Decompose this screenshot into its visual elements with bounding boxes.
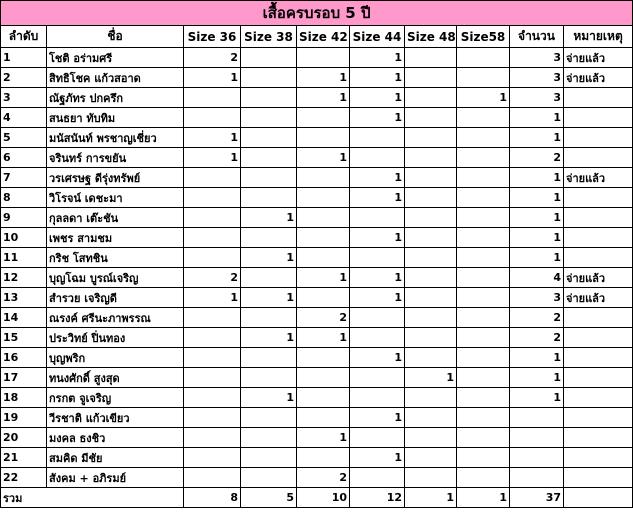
cell-qty[interactable]: 3 [510,288,564,308]
table-row [1,428,633,448]
cell-size58[interactable] [457,48,510,68]
cell-no[interactable]: 13 [1,288,47,308]
table-row [1,368,633,388]
cell-size42[interactable] [297,388,350,408]
cell-size44[interactable]: 1 [350,108,405,128]
cell-size36[interactable]: 1 [184,68,241,88]
cell-size36[interactable] [184,408,241,428]
cell-size58[interactable] [457,468,510,488]
cell-size42[interactable] [297,368,350,388]
cell-size42[interactable] [297,408,350,428]
cell-no[interactable]: 7 [1,168,47,188]
cell-name[interactable]: มนัสนันท์ พรชาญเชี่ยว [47,128,184,148]
total-size44[interactable]: 12 [350,488,405,508]
total-size36[interactable]: 8 [184,488,241,508]
header-cell-name[interactable]: ชื่อ [47,26,184,48]
cell-size48[interactable] [405,108,457,128]
cell-qty[interactable]: 1 [510,108,564,128]
cell-qty[interactable]: 3 [510,48,564,68]
cell-name[interactable]: เพชร สามชม [47,228,184,248]
cell-size42[interactable] [297,48,350,68]
cell-no[interactable]: 8 [1,188,47,208]
cell-size58[interactable] [457,408,510,428]
cell-size44[interactable] [350,328,405,348]
cell-size42[interactable]: 1 [297,88,350,108]
cell-qty[interactable] [510,428,564,448]
cell-size42[interactable]: 1 [297,428,350,448]
cell-size38[interactable] [241,408,297,428]
total-note[interactable] [564,488,633,508]
cell-no[interactable]: 3 [1,88,47,108]
header-cell-size36[interactable]: Size 36 [184,26,241,48]
cell-name[interactable]: บุญโฉม บูรณ์เจริญ [47,268,184,288]
table-row [1,228,633,248]
cell-size36[interactable] [184,448,241,468]
cell-name[interactable]: ณรงค์ ศรีนะภาพรรณ [47,308,184,328]
cell-size48[interactable] [405,208,457,228]
cell-note[interactable] [564,328,633,348]
cell-size36[interactable]: 1 [184,288,241,308]
cell-size58[interactable] [457,448,510,468]
cell-size36[interactable] [184,328,241,348]
cell-name[interactable]: สังคม + อภิรมย์ [47,468,184,488]
table-row [1,388,633,408]
cell-name[interactable]: กรกต จูเจริญ [47,388,184,408]
cell-size42[interactable] [297,248,350,268]
cell-size38[interactable] [241,448,297,468]
cell-size36[interactable]: 1 [184,148,241,168]
cell-size58[interactable]: 1 [457,88,510,108]
cell-qty[interactable]: 2 [510,328,564,348]
cell-size38[interactable] [241,168,297,188]
table-row [1,288,633,308]
cell-size44[interactable] [350,368,405,388]
cell-qty[interactable]: 3 [510,88,564,108]
cell-size44[interactable]: 1 [350,348,405,368]
cell-size58[interactable] [457,208,510,228]
cell-size42[interactable] [297,188,350,208]
cell-qty[interactable]: 1 [510,168,564,188]
cell-size44[interactable] [350,388,405,408]
cell-size42[interactable] [297,208,350,228]
table-row [1,188,633,208]
cell-size48[interactable] [405,288,457,308]
cell-size48[interactable] [405,168,457,188]
table-row [1,308,633,328]
cell-size48[interactable] [405,328,457,348]
cell-size42[interactable]: 2 [297,468,350,488]
table-row [1,208,633,228]
cell-name[interactable]: สนธยา ทับทิม [47,108,184,128]
cell-size58[interactable] [457,68,510,88]
table-row [1,128,633,148]
cell-size48[interactable] [405,448,457,468]
cell-size58[interactable] [457,288,510,308]
total-size38[interactable]: 5 [241,488,297,508]
cell-no[interactable]: 6 [1,148,47,168]
cell-size48[interactable] [405,88,457,108]
header-cell-size58[interactable]: Size58 [457,26,510,48]
cell-note[interactable]: จ่ายแล้ว [564,48,633,68]
header-cell-size38[interactable]: Size 38 [241,26,297,48]
cell-no[interactable]: 18 [1,388,47,408]
cell-size48[interactable] [405,228,457,248]
cell-note[interactable]: จ่ายแล้ว [564,168,633,188]
cell-qty[interactable]: 2 [510,308,564,328]
cell-qty[interactable]: 1 [510,388,564,408]
cell-size48[interactable] [405,48,457,68]
cell-no[interactable]: 9 [1,208,47,228]
table-row [1,88,633,108]
cell-size44[interactable] [350,428,405,448]
cell-size36[interactable] [184,108,241,128]
cell-size44[interactable]: 1 [350,188,405,208]
cell-note[interactable] [564,368,633,388]
cell-size38[interactable] [241,428,297,448]
cell-size44[interactable]: 1 [350,168,405,188]
cell-name[interactable]: วิโรจน์ เดชะมา [47,188,184,208]
cell-qty[interactable]: 4 [510,268,564,288]
cell-no[interactable]: 1 [1,48,47,68]
cell-size36[interactable] [184,228,241,248]
header-cell-size44[interactable]: Size 44 [350,26,405,48]
cell-size44[interactable]: 1 [350,48,405,68]
cell-name[interactable]: วรเศรษฐ ดีรุ่งทรัพย์ [47,168,184,188]
cell-size38[interactable] [241,148,297,168]
cell-size44[interactable] [350,148,405,168]
cell-size44[interactable] [350,208,405,228]
cell-size38[interactable] [241,88,297,108]
header-cell-size42[interactable]: Size 42 [297,26,350,48]
cell-size48[interactable] [405,308,457,328]
cell-no[interactable]: 21 [1,448,47,468]
cell-size58[interactable] [457,228,510,248]
header-row [1,26,633,48]
cell-size48[interactable] [405,468,457,488]
cell-size38[interactable] [241,188,297,208]
cell-size38[interactable]: 1 [241,248,297,268]
cell-size44[interactable] [350,308,405,328]
cell-size38[interactable] [241,348,297,368]
cell-no[interactable]: 19 [1,408,47,428]
total-qty[interactable]: 37 [510,488,564,508]
cell-size48[interactable] [405,68,457,88]
cell-name[interactable]: มงคล ธงชิว [47,428,184,448]
cell-note[interactable] [564,388,633,408]
table-row [1,408,633,428]
total-size48[interactable]: 1 [405,488,457,508]
cell-note[interactable] [564,428,633,448]
cell-qty[interactable] [510,448,564,468]
cell-note[interactable] [564,228,633,248]
cell-name[interactable]: กริช โสทชิน [47,248,184,268]
cell-size44[interactable]: 1 [350,268,405,288]
table-row [1,68,633,88]
cell-size38[interactable] [241,128,297,148]
cell-size36[interactable] [184,188,241,208]
cell-size58[interactable] [457,428,510,448]
cell-size44[interactable] [350,128,405,148]
cell-no[interactable]: 17 [1,368,47,388]
cell-name[interactable]: จรินทร์ การขยัน [47,148,184,168]
cell-size48[interactable]: 1 [405,368,457,388]
cell-qty[interactable]: 1 [510,188,564,208]
cell-name[interactable]: สิทธิโชค แก้วสอาด [47,68,184,88]
cell-qty[interactable] [510,408,564,428]
cell-note[interactable] [564,308,633,328]
title-row [1,1,633,26]
cell-note[interactable] [564,348,633,368]
cell-size58[interactable] [457,128,510,148]
cell-size38[interactable] [241,468,297,488]
header-cell-qty[interactable]: จำนวน [510,26,564,48]
cell-size38[interactable] [241,228,297,248]
cell-size48[interactable] [405,268,457,288]
cell-name[interactable]: บุญพริก [47,348,184,368]
total-label[interactable]: รวม [1,488,184,508]
table-row [1,168,633,188]
cell-no[interactable]: 14 [1,308,47,328]
cell-size44[interactable]: 1 [350,68,405,88]
cell-size36[interactable] [184,388,241,408]
cell-size42[interactable] [297,288,350,308]
cell-size58[interactable] [457,388,510,408]
cell-size38[interactable]: 1 [241,288,297,308]
cell-size48[interactable] [405,428,457,448]
cell-qty[interactable]: 1 [510,248,564,268]
cell-size36[interactable]: 2 [184,268,241,288]
cell-size42[interactable]: 1 [297,328,350,348]
cell-qty[interactable]: 1 [510,128,564,148]
cell-size42[interactable] [297,228,350,248]
cell-name[interactable]: ณัฐภัทร ปกครึก [47,88,184,108]
cell-size48[interactable] [405,348,457,368]
cell-no[interactable]: 11 [1,248,47,268]
cell-size42[interactable] [297,128,350,148]
cell-size58[interactable] [457,368,510,388]
cell-name[interactable]: สำรวย เจริญดี [47,288,184,308]
cell-size38[interactable]: 1 [241,208,297,228]
cell-size38[interactable] [241,268,297,288]
table-row [1,328,633,348]
header-cell-no[interactable]: ลำดับ [1,26,47,48]
cell-size44[interactable] [350,248,405,268]
header-cell-note[interactable]: หมายเหตุ [564,26,633,48]
cell-size44[interactable]: 1 [350,228,405,248]
cell-qty[interactable]: 1 [510,348,564,368]
cell-size48[interactable] [405,128,457,148]
cell-note[interactable] [564,128,633,148]
cell-note[interactable]: จ่ายแล้ว [564,68,633,88]
cell-no[interactable]: 15 [1,328,47,348]
cell-note[interactable] [564,408,633,428]
cell-no[interactable]: 16 [1,348,47,368]
cell-no[interactable]: 20 [1,428,47,448]
cell-size44[interactable]: 1 [350,88,405,108]
table-row [1,248,633,268]
cell-note[interactable] [564,148,633,168]
cell-size38[interactable] [241,308,297,328]
cell-size36[interactable] [184,248,241,268]
cell-no[interactable]: 10 [1,228,47,248]
cell-size38[interactable] [241,108,297,128]
cell-size58[interactable] [457,268,510,288]
cell-size44[interactable] [350,468,405,488]
cell-size38[interactable]: 1 [241,328,297,348]
cell-qty[interactable]: 2 [510,148,564,168]
header-cell-size48[interactable]: Size 48 [405,26,457,48]
total-size42[interactable]: 10 [297,488,350,508]
cell-size58[interactable] [457,308,510,328]
cell-size38[interactable] [241,368,297,388]
cell-size44[interactable]: 1 [350,408,405,428]
cell-note[interactable] [564,248,633,268]
table-row [1,448,633,468]
cell-qty[interactable]: 1 [510,368,564,388]
cell-name[interactable]: ประวิทย์ ปิ่นทอง [47,328,184,348]
cell-name[interactable]: กุลลดา เต๊ะชัน [47,208,184,228]
cell-size36[interactable] [184,168,241,188]
cell-size38[interactable] [241,68,297,88]
table-row [1,348,633,368]
cell-qty[interactable]: 1 [510,208,564,228]
cell-note[interactable]: จ่ายแล้ว [564,268,633,288]
cell-size58[interactable] [457,108,510,128]
cell-qty[interactable] [510,468,564,488]
cell-size48[interactable] [405,188,457,208]
cell-note[interactable] [564,448,633,468]
cell-note[interactable]: จ่ายแล้ว [564,288,633,308]
total-size58[interactable]: 1 [457,488,510,508]
cell-size42[interactable] [297,168,350,188]
cell-no[interactable]: 22 [1,468,47,488]
cell-size58[interactable] [457,168,510,188]
cell-size36[interactable] [184,348,241,368]
cell-size42[interactable]: 2 [297,308,350,328]
cell-size38[interactable]: 1 [241,388,297,408]
cell-note[interactable] [564,108,633,128]
cell-name[interactable]: โชติ อร่ามศรี [47,48,184,68]
cell-size36[interactable]: 2 [184,48,241,68]
cell-qty[interactable]: 1 [510,228,564,248]
cell-size58[interactable] [457,188,510,208]
cell-qty[interactable]: 3 [510,68,564,88]
cell-size42[interactable] [297,108,350,128]
cell-name[interactable]: ทนงศักดิ์ สูงสุด [47,368,184,388]
cell-size58[interactable] [457,148,510,168]
cell-size36[interactable] [184,88,241,108]
table-row [1,48,633,68]
cell-size36[interactable] [184,308,241,328]
cell-size36[interactable] [184,468,241,488]
cell-note[interactable] [564,88,633,108]
cell-no[interactable]: 2 [1,68,47,88]
cell-size38[interactable] [241,48,297,68]
cell-size36[interactable] [184,208,241,228]
cell-size48[interactable] [405,408,457,428]
cell-size36[interactable] [184,368,241,388]
cell-size48[interactable] [405,388,457,408]
cell-name[interactable]: วีรชาติ แก้วเขียว [47,408,184,428]
cell-no[interactable]: 5 [1,128,47,148]
cell-size48[interactable] [405,148,457,168]
cell-size58[interactable] [457,348,510,368]
cell-size48[interactable] [405,248,457,268]
cell-size36[interactable]: 1 [184,128,241,148]
cell-size44[interactable]: 1 [350,288,405,308]
total-row [1,488,633,508]
cell-note[interactable] [564,208,633,228]
sheet-title[interactable]: เสื้อครบรอบ 5 ปี [1,1,633,26]
cell-size58[interactable] [457,328,510,348]
table-row [1,108,633,128]
table-row [1,268,633,288]
table-row [1,468,633,488]
cell-note[interactable] [564,188,633,208]
cell-size58[interactable] [457,248,510,268]
cell-size42[interactable]: 1 [297,268,350,288]
cell-size42[interactable]: 1 [297,68,350,88]
cell-size36[interactable] [184,428,241,448]
table-row [1,148,633,168]
cell-size42[interactable] [297,448,350,468]
cell-size42[interactable] [297,348,350,368]
cell-note[interactable] [564,468,633,488]
cell-name[interactable]: สมคิด มีชัย [47,448,184,468]
cell-size42[interactable]: 1 [297,148,350,168]
cell-no[interactable]: 4 [1,108,47,128]
cell-size44[interactable]: 1 [350,448,405,468]
cell-no[interactable]: 12 [1,268,47,288]
